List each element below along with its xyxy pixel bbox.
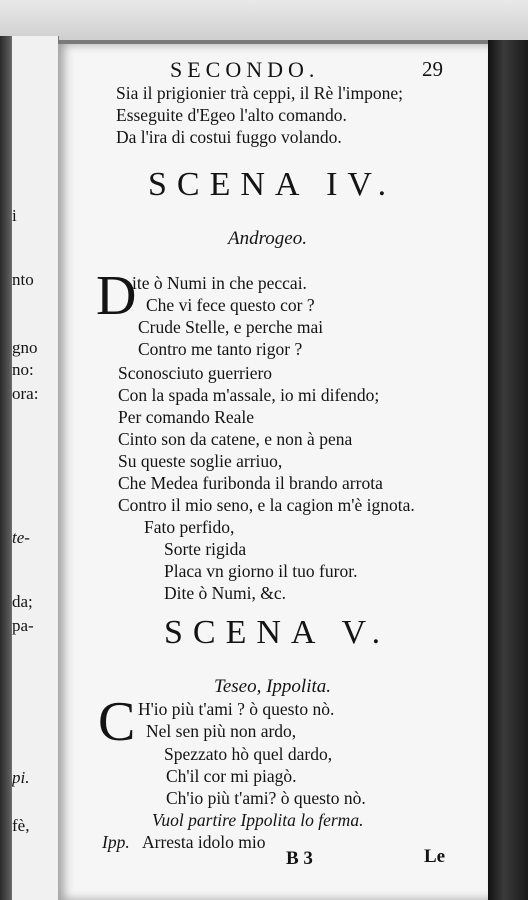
verse-line: Sorte rigida [164, 539, 247, 559]
verse-line: Su queste soglie arriuo, [118, 451, 283, 471]
left-fragment: i [12, 206, 17, 225]
verse-line: Cinto son da catene, e non à pena [118, 429, 353, 449]
verse-line: Ch'il cor mi piagò. [166, 766, 297, 786]
left-fragment: pi. [12, 768, 30, 787]
left-fragment: te- [12, 528, 30, 547]
speaker-abbrev: Ipp. [102, 832, 130, 852]
verse-line: Ch'io più t'ami? ò questo nò. [166, 788, 366, 808]
signature-mark: B 3 [286, 848, 313, 869]
speaker-name: Teseo, Ippolita. [214, 676, 331, 697]
verse-line: Che Medea furibonda il brando arrota [118, 473, 383, 493]
running-head: SECONDO. [170, 57, 320, 82]
left-fragment: pa- [12, 616, 34, 635]
verse-line: Sconosciuto guerriero [118, 363, 273, 383]
verse-line: Sia il prigionier trà ceppi, il Rè l'impone; [116, 83, 403, 103]
left-fragment: nto [12, 270, 34, 289]
verse-line: Esseguite d'Egeo l'alto comando. [116, 105, 347, 125]
left-fragment: da; [12, 592, 33, 611]
left-fragment: no: [12, 360, 34, 379]
verse-line: H'io più t'ami ? ò questo nò. [138, 699, 335, 719]
verse-line: Crude Stelle, e perche mai [138, 317, 324, 337]
book-top-edge [0, 0, 528, 40]
drop-cap: D [96, 265, 137, 327]
verse-line: Da l'ira di costui fuggo volando. [116, 127, 342, 147]
verse-line: Contro me tanto rigor ? [138, 339, 303, 359]
left-page-edge [12, 36, 59, 900]
left-fragment: gno [12, 338, 38, 357]
verse-line: Arresta idolo mio [142, 832, 266, 852]
verse-line: Che vi fece questo cor ? [146, 295, 315, 315]
verse-line: Dite ò Numi, &c. [164, 583, 286, 603]
stage-direction: Vuol partire Ippolita lo ferma. [152, 810, 364, 830]
drop-cap: C [98, 691, 136, 753]
scene-title: SCENA V. [164, 614, 391, 651]
scene-title: SCENA IV. [148, 166, 397, 203]
verse-line: Placa vn giorno il tuo furor. [164, 561, 358, 581]
left-fragment: fè, [12, 816, 30, 835]
verse-line: Spezzato hò quel dardo, [164, 744, 333, 764]
verse-line: Fato perfido, [144, 517, 235, 537]
book-fore-edge [488, 40, 528, 900]
verse-line: Contro il mio seno, e la cagion m'è ignota. [118, 495, 415, 515]
left-fragment: ora: [12, 384, 39, 403]
page-number: 29 [422, 57, 443, 81]
verse-line: Con la spada m'assale, io mi difendo; [118, 385, 380, 405]
catchword: Le [424, 846, 446, 867]
speaker-name: Androgeo. [228, 228, 307, 249]
verse-line: ite ò Numi in che peccai. [132, 273, 307, 293]
verse-line: Per comando Reale [118, 407, 255, 427]
verse-line: Nel sen più non ardo, [146, 721, 297, 741]
